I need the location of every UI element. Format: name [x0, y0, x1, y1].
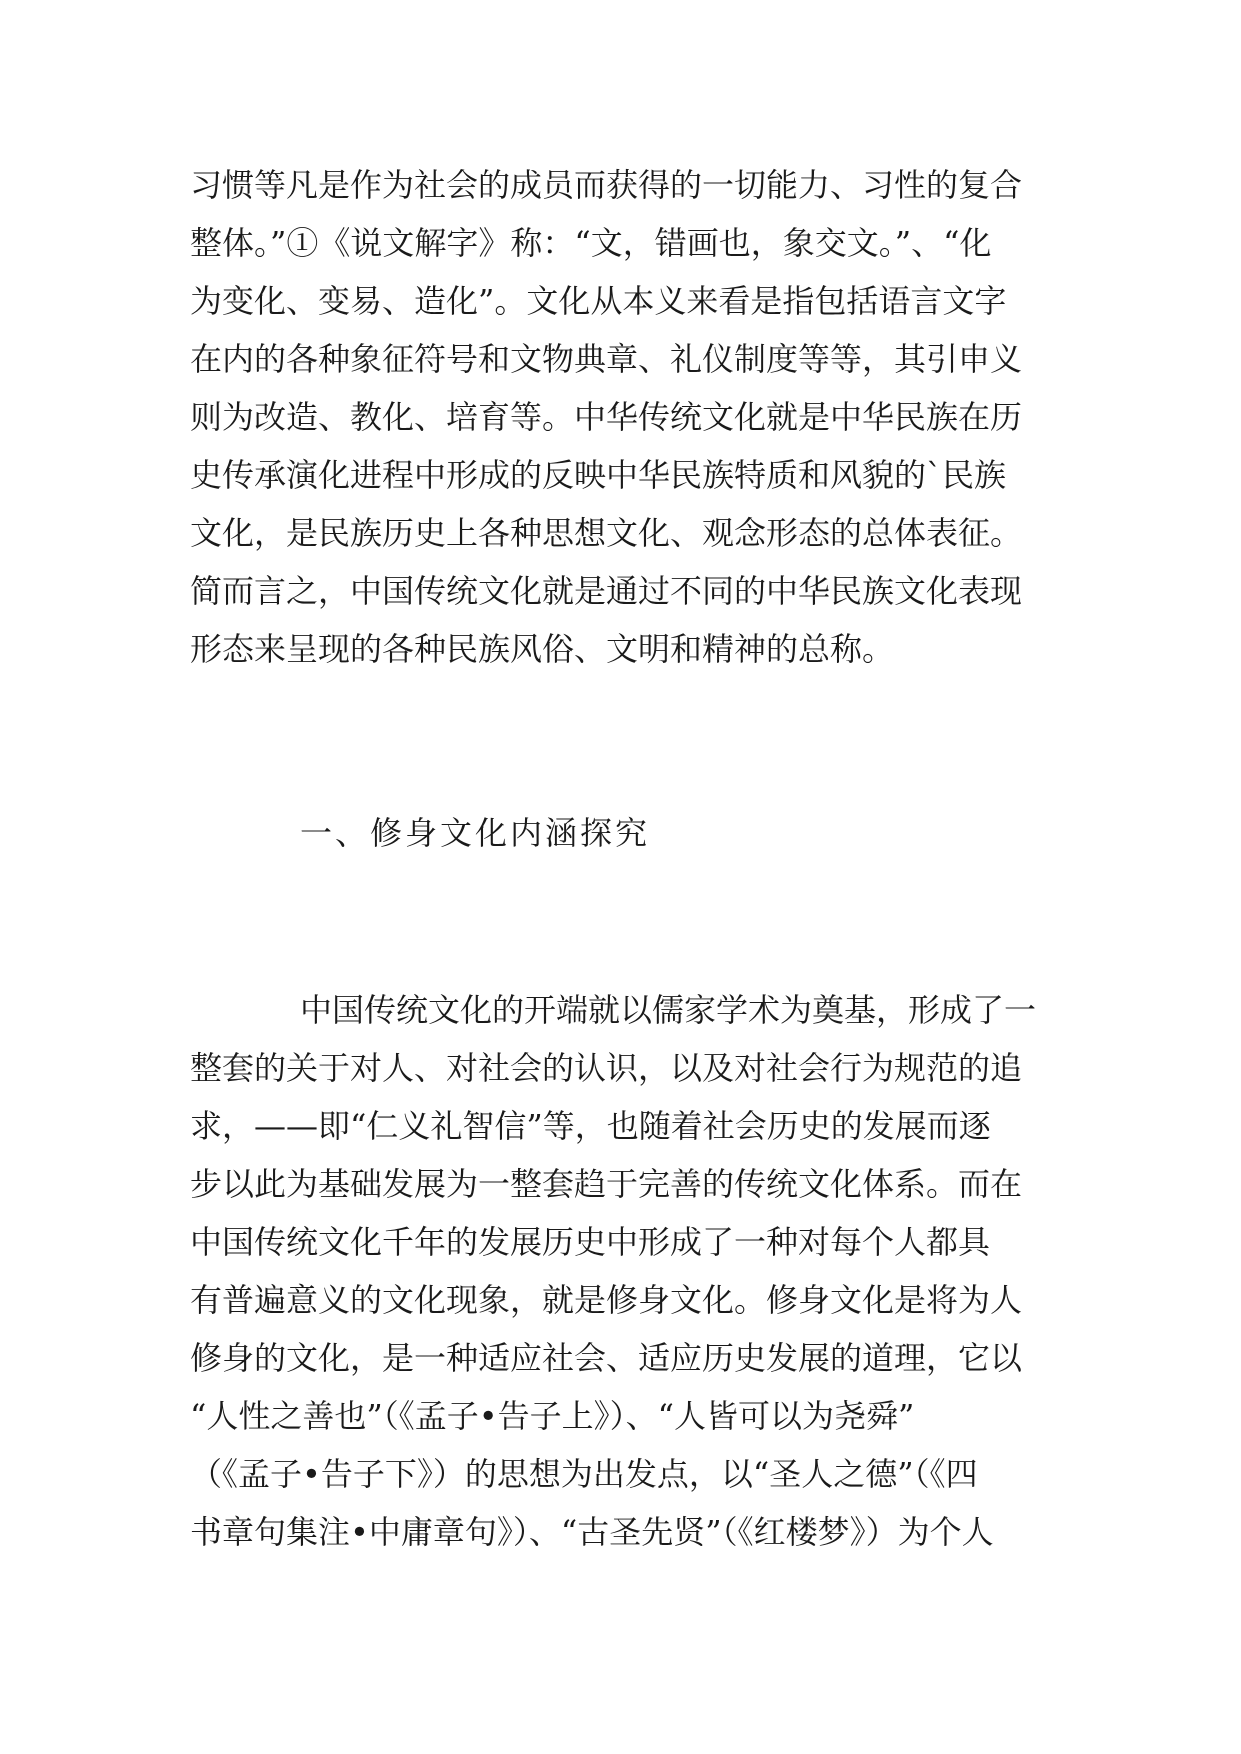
paragraph-line: 简而言之，中国传统文化就是通过不同的中华民族文化表现 — [190, 572, 1023, 610]
paragraph-line: 在内的各种象征符号和文物典章、礼仪制度等等，其引申义 — [190, 340, 1023, 378]
paragraph-line: 书章句集注•中庸章句》）、“古圣先贤”（《红楼梦》）为个人 — [190, 1513, 994, 1551]
paragraph-line: 整体。”①《说文解字》称：“文，错画也，象交文。”、“化 — [190, 224, 992, 262]
paragraph-line: 形态来呈现的各种民族风俗、文明和精神的总称。 — [190, 630, 895, 668]
paragraph-line: 步以此为基础发展为一整套趋于完善的传统文化体系。而在 — [190, 1165, 1023, 1203]
paragraph-line: 习惯等凡是作为社会的成员而获得的一切能力、习性的复合 — [190, 166, 1023, 204]
paragraph-line: 则为改造、教化、培育等。中华传统文化就是中华民族在历 — [190, 398, 1023, 436]
section-heading: 一、修身文化内涵探究 — [300, 814, 651, 852]
paragraph-line: “人性之善也”（《孟子•告子上》）、“人皆可以为尧舜” — [190, 1397, 915, 1435]
paragraph-line: 整套的关于对人、对社会的认识，以及对社会行为规范的追 — [190, 1049, 1023, 1087]
paragraph-line: 史传承演化进程中形成的反映中华民族特质和风貌的`民族 — [190, 456, 1007, 494]
paragraph-line: 有普遍意义的文化现象，就是修身文化。修身文化是将为人 — [190, 1281, 1023, 1319]
paragraph-line: 为变化、变易、造化”。文化从本义来看是指包括语言文字 — [190, 282, 1007, 320]
paragraph-line: 中国传统文化千年的发展历史中形成了一种对每个人都具 — [190, 1223, 991, 1261]
paragraph-line: 中国传统文化的开端就以儒家学术为奠基，形成了一 — [300, 991, 1037, 1029]
paragraph-line: 文化，是民族历史上各种思想文化、观念形态的总体表征。 — [190, 514, 1023, 552]
paragraph-line: （《孟子•告子下》）的思想为出发点，以“圣人之德”（《四 — [190, 1455, 978, 1493]
paragraph-line: 求，——即“仁义礼智信”等，也随着社会历史的发展而逐 — [190, 1107, 991, 1145]
paragraph-line: 修身的文化，是一种适应社会、适应历史发展的道理，它以 — [190, 1339, 1023, 1377]
